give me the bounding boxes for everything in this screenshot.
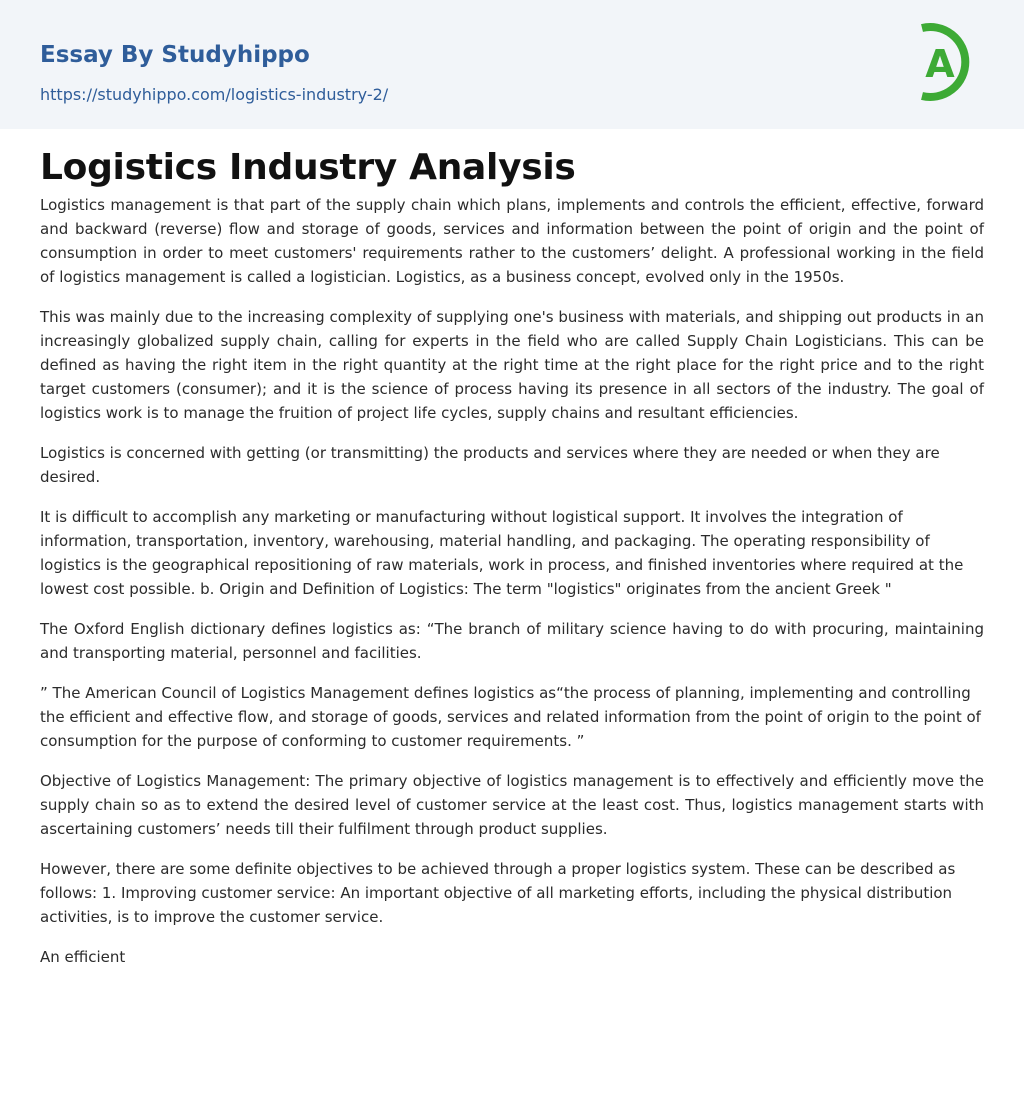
essay-paragraph: Logistics management is that part of the supply chain which plans, implements and controls the efficient, effective, forward and backward (reverse) flow and storage of goods, services and information between the point of origin and the point of consumption in order to meet customers' requirements rather to the customers’ delight. A professional working in the field of logistics management is called a logistician. Logistics, as a business concept, evolved only in the 1950s. (40, 196, 984, 286)
logo-letter: A (925, 42, 955, 86)
essay-content (0, 129, 1024, 969)
essay-paragraph: Logistics is concerned with getting (or transmitting) the products and services where they are needed or when they are desired. (40, 444, 940, 486)
studyhippo-logo-icon[interactable] (912, 19, 986, 105)
essay-paragraph: Objective of Logistics Management: The primary objective of logistics management is to effectively and efficiently move the supply chain so as to extend the desired level of customer service at the least cost. Thus, logistics management starts with ascertaining customers’ needs till their fulfilment through product supplies. (40, 772, 984, 838)
page-title: Logistics Industry Analysis (40, 147, 576, 188)
essay-paragraph: ” The American Council of Logistics Management defines logistics as“the process of planning, implementing and controlling the efficient and effective flow, and storage of goods, services and related information from the point of origin to the point of consumption for the purpose of conforming to customer requirements. ” (40, 684, 981, 750)
essay-paragraph: It is difficult to accomplish any marketing or manufacturing without logistical support. It involves the integration of information, transportation, inventory, warehousing, material handling, and packaging. The operating responsibility of logistics is the geographical repositioning of raw materials, work in process, and finished inventories where required at the lowest cost possible. b. Origin and Definition of Logistics: The term "logistics" originates from the ancient Greek " (40, 508, 964, 598)
essay-paragraph: The Oxford English dictionary defines logistics as: “The branch of military science having to do with procuring, maintaining and transporting material, personnel and facilities. (40, 620, 984, 662)
essay-paragraph: An efficient (40, 948, 126, 966)
essay-paragraph: However, there are some definite objectives to be achieved through a proper logistics system. These can be described as follows: 1. Improving customer service: An important objective of all marketing efforts, including the physical distribution activities, is to improve the customer service. (40, 860, 956, 926)
brand-title[interactable]: Essay By Studyhippo (40, 42, 310, 68)
essay-paragraph: This was mainly due to the increasing complexity of supplying one's business with materials, and shipping out products in an increasingly globalized supply chain, calling for experts in the field who are called Supply Chain Logisticians. This can be defined as having the right item in the right quantity at the right time at the right place for the right price and to the right target customers (consumer); and it is the science of process having its presence in all sectors of the industry. The goal of logistics work is to manage the fruition of project life cycles, supply chains and resultant efficiencies. (40, 308, 984, 422)
source-url-link[interactable]: https://studyhippo.com/logistics-industry-2/ (40, 85, 389, 104)
site-header (0, 0, 1024, 129)
